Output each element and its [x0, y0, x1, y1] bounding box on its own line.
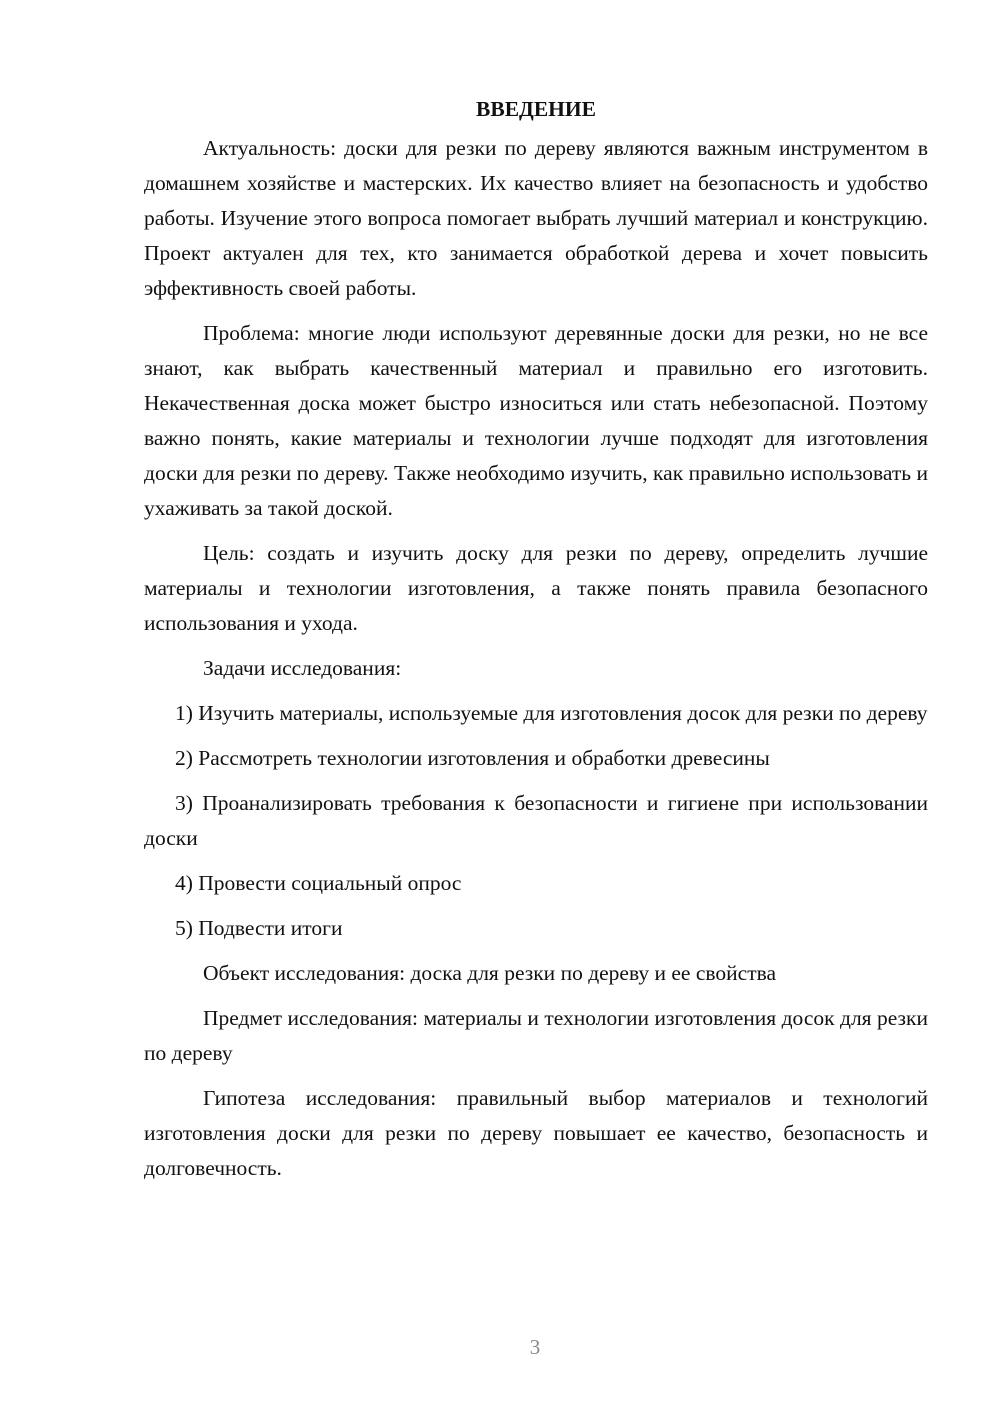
task-item: 5) Подвести итоги — [175, 916, 343, 940]
task-item: 3) Проанализировать требования к безопасности и гигиене при использовании доски — [144, 791, 928, 850]
task-item: 2) Рассмотреть технологии изготовления и обработки древесины — [175, 746, 770, 770]
page-number: 3 — [529, 1335, 541, 1359]
page-title: ВВЕДЕНИЕ — [476, 97, 596, 121]
paragraph-object: Объект исследования: доска для резки по дереву и ее свойства — [203, 961, 777, 985]
document-page — [144, 92, 928, 1196]
tasks-heading: Задачи исследования: — [203, 656, 402, 680]
task-item: 4) Провести социальный опрос — [175, 871, 462, 895]
paragraph-relevance: Актуальность: доски для резки по дереву являются важным инструментом в домашнем хозяйстве и мастерских. Их качество влияет на безопасность и удобство работы. Изучение этого вопроса помогает выбрать лучший материал и конструкцию. Проект актуален для тех, кто занимается обработкой дерева и хочет повысить эффективность своей работы. — [144, 136, 928, 300]
paragraph-hypothesis: Гипотеза исследования: правильный выбор материалов и технологий изготовления доски для резки по дереву повышает ее качество, безопасность и долговечность. — [144, 1086, 928, 1180]
task-item: 1) Изучить материалы, используемые для изготовления досок для резки по дереву — [175, 701, 928, 725]
paragraph-subject: Предмет исследования: материалы и технологии изготовления досок для резки по дереву — [144, 1006, 928, 1065]
paragraph-goal: Цель: создать и изучить доску для резки по дереву, определить лучшие материалы и технологии изготовления, а также понять правила безопасного использования и ухода. — [144, 541, 928, 635]
paragraph-problem: Проблема: многие люди используют деревянные доски для резки, но не все знают, как выбрать качественный материал и правильно его изготовить. Некачественная доска может быстро износиться или стать небезопасной. Поэтому важно понять, какие материалы и технологии лучше подходят для изготовления доски для резки по дереву. Также необходимо изучить, как правильно использовать и ухаживать за такой доской. — [144, 321, 928, 520]
